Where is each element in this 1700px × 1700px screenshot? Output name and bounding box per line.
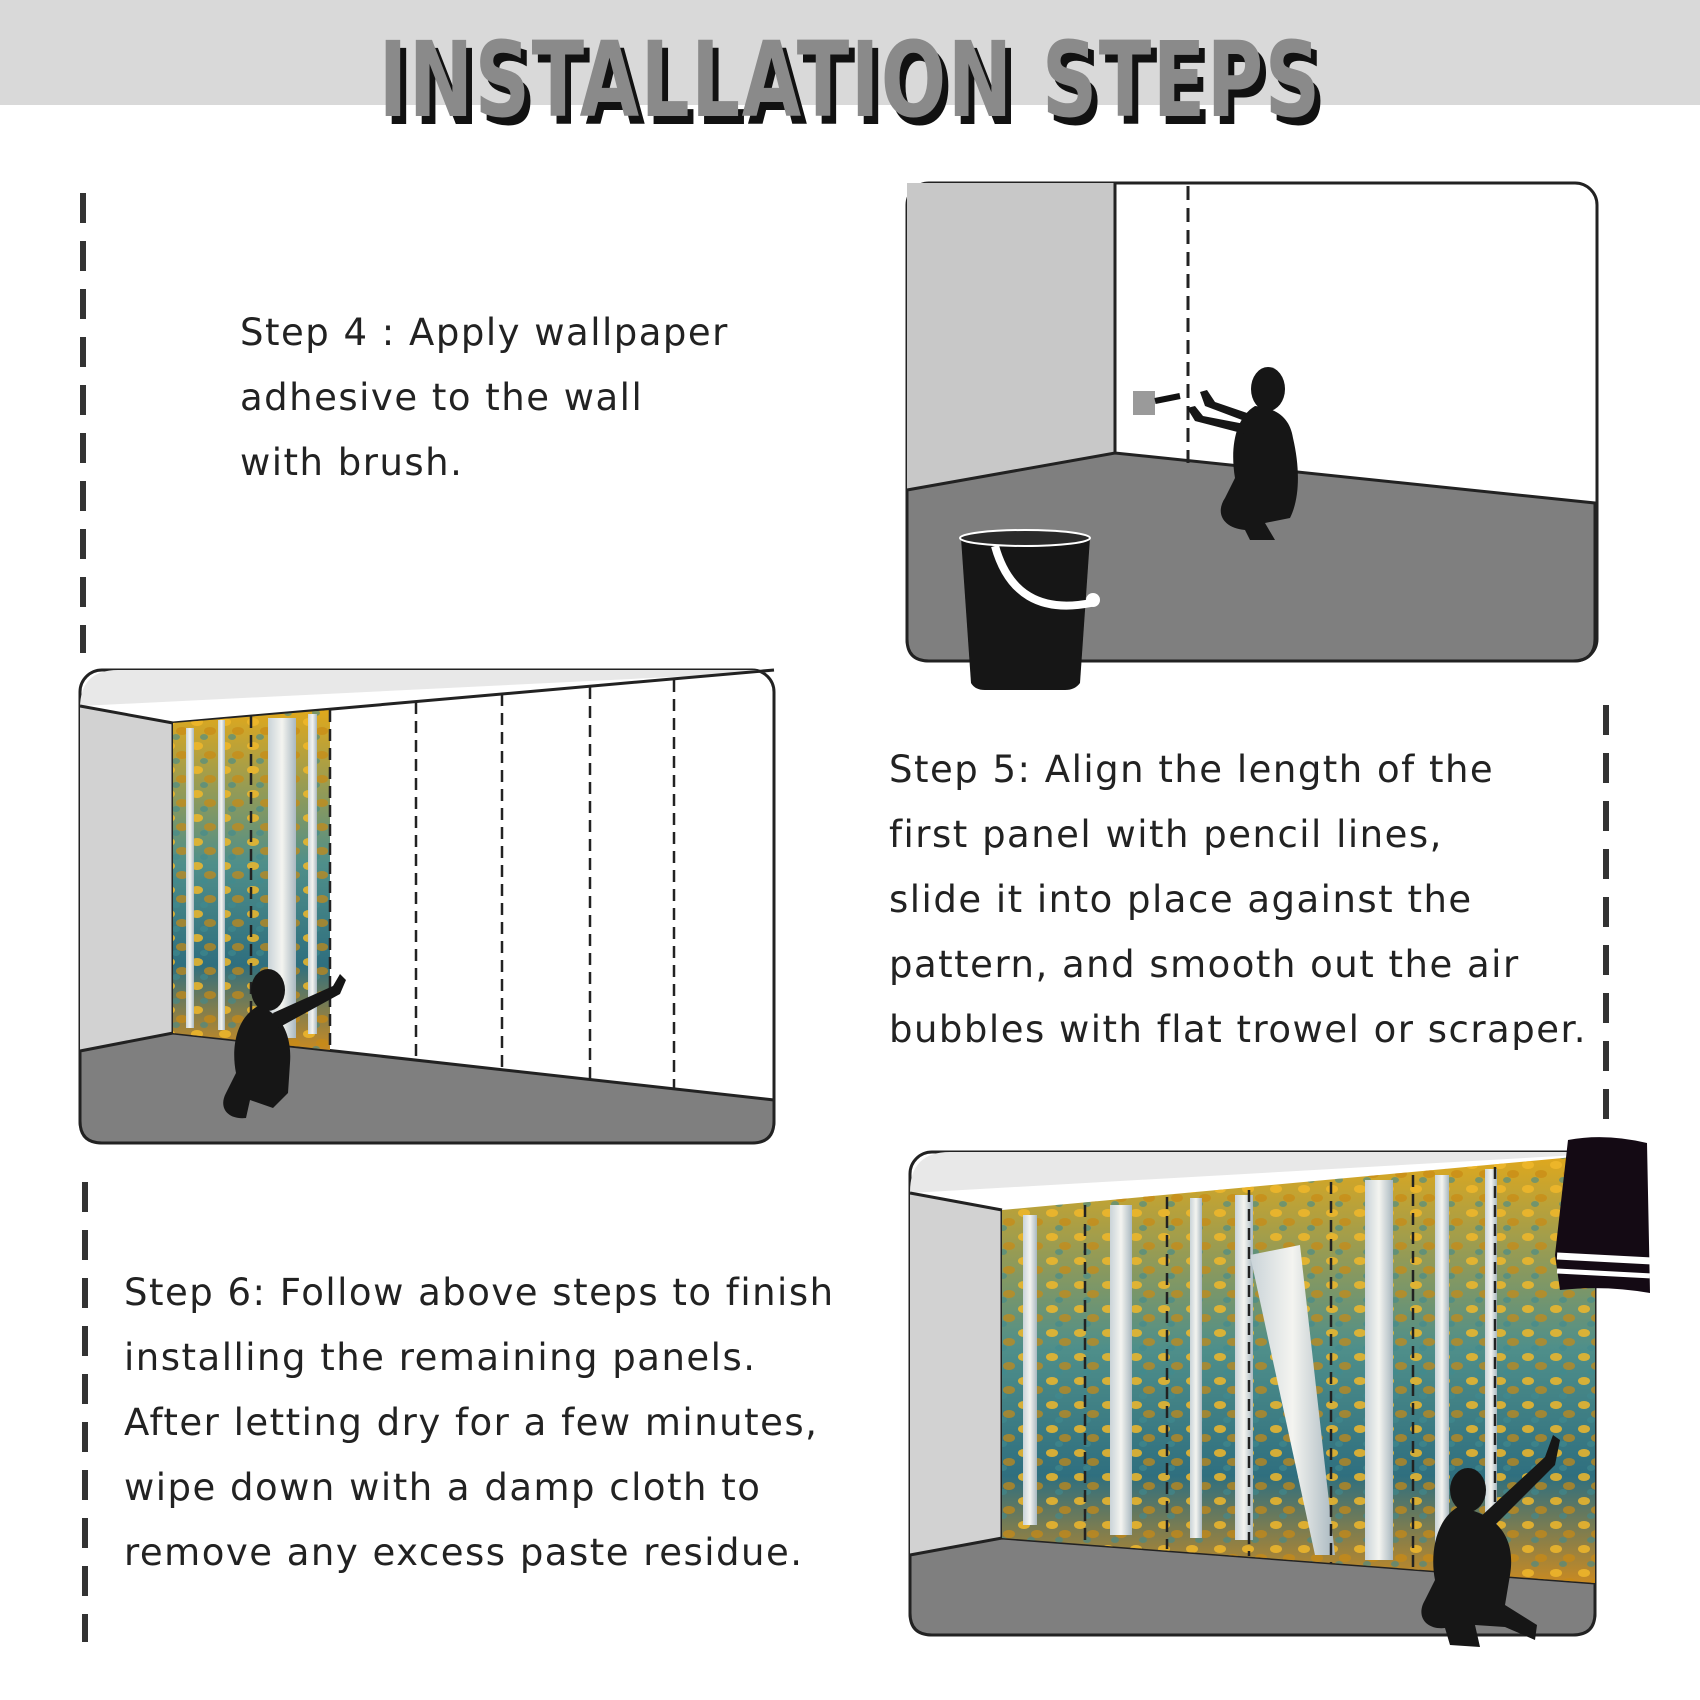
side-wall <box>907 183 1115 490</box>
step6-illustration <box>905 1135 1665 1665</box>
page-title: INSTALLATION STEPS <box>378 19 1322 141</box>
step-5-text: Step 5: Align the length of the first panel with pencil lines, slide it into place against the pattern, and smooth out the air bubbles with flat trowel or scraper. <box>889 748 1588 1051</box>
dashed-divider-left-bottom <box>80 1182 90 1642</box>
step-4-text: Step 4 : Apply wallpaper adhesive to the wall with brush. <box>240 311 729 484</box>
step4-illustration <box>905 178 1625 698</box>
side-wall <box>910 1193 1002 1555</box>
dashed-divider-left-top <box>78 193 88 653</box>
bucket-icon <box>960 530 1100 690</box>
step-6-text: Step 6: Follow above steps to finish installing the remaining panels. After letting dry for a few minutes, wipe down with a damp cloth to remove any excess paste residue. <box>124 1271 835 1574</box>
dashed-divider-right <box>1601 705 1611 1120</box>
header <box>0 19 1700 141</box>
cloth-icon <box>1555 1137 1650 1293</box>
side-wall <box>80 706 173 1051</box>
step5-illustration <box>78 668 778 1148</box>
finished-mural <box>1002 1155 1595 1583</box>
brush-icon <box>1133 391 1155 415</box>
